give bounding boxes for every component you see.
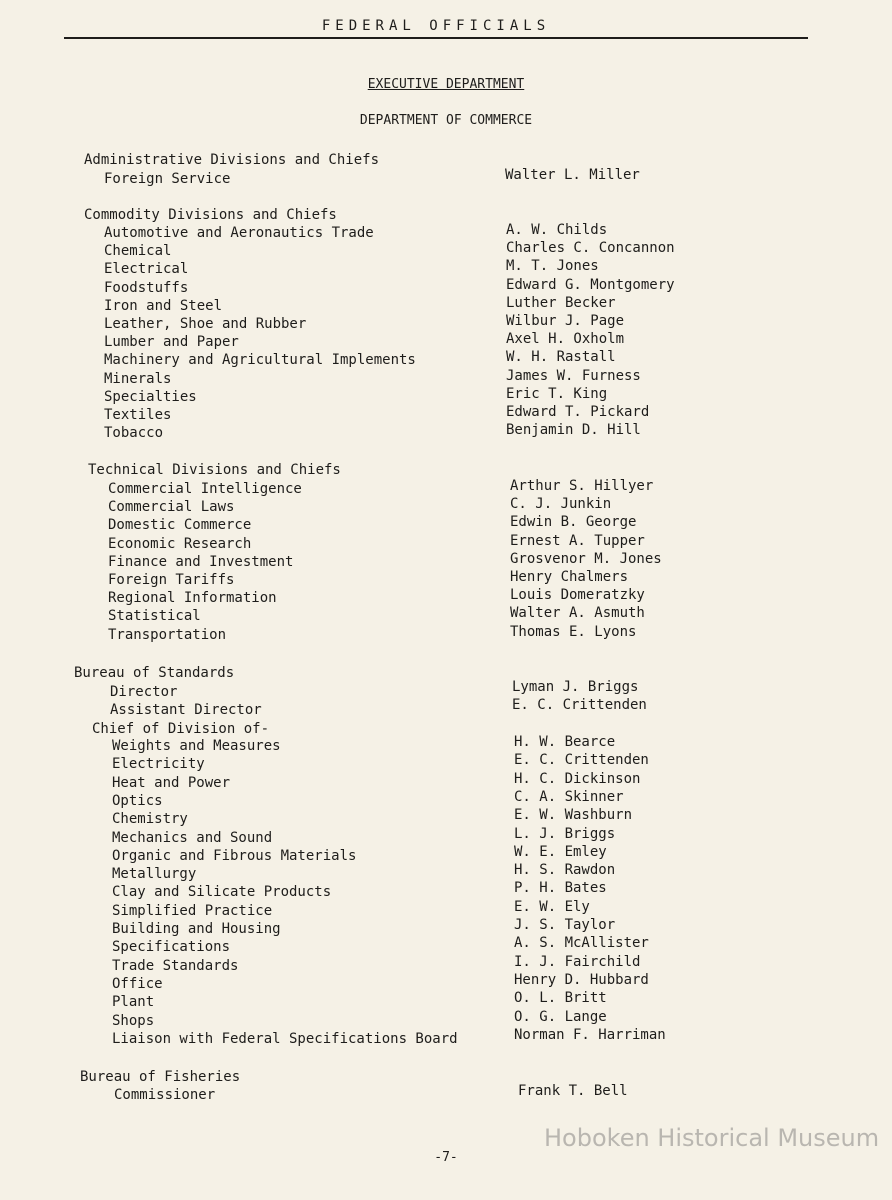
technical-heading: Technical Divisions and Chiefs xyxy=(88,462,341,478)
technical-chief-name: Grosvenor M. Jones xyxy=(510,550,662,567)
standards-division-label: Plant xyxy=(112,994,155,1011)
commodity-chief-name: Axel H. Oxholm xyxy=(506,331,625,348)
commodity-division-label: Automotive and Aeronautics Trade xyxy=(104,225,374,241)
commodity-chief-name: Wilbur J. Page xyxy=(506,313,625,329)
technical-chief-name: Walter A. Asmuth xyxy=(510,605,645,622)
administrative-chief-name: Walter L. Miller xyxy=(505,167,640,183)
commodity-division-label: Electrical xyxy=(104,261,189,278)
commodity-division-label: Tobacco xyxy=(104,425,164,442)
standards-division-label: Liaison with Federal Specifications Board xyxy=(112,1030,458,1047)
page-number: -7- xyxy=(434,1150,458,1165)
standards-director-name: Lyman J. Briggs xyxy=(512,679,639,695)
standards-chief-name: L. J. Briggs xyxy=(514,825,616,842)
commodity-chief-name: James W. Furness xyxy=(506,367,641,384)
commodity-division-label: Chemical xyxy=(104,243,172,260)
standards-division-label: Metallurgy xyxy=(112,866,197,883)
standards-division-label: Shops xyxy=(112,1012,155,1029)
standards-division-label: Optics xyxy=(112,792,163,809)
commodity-division-label: Iron and Steel xyxy=(104,297,223,314)
standards-chief-name: E. C. Crittenden xyxy=(514,752,649,769)
standards-chief-name: H. C. Dickinson xyxy=(514,770,641,787)
standards-chief-name: E. W. Ely xyxy=(514,898,590,915)
commodity-division-label: Textiles xyxy=(104,407,172,423)
standards-chief-name: O. L. Britt xyxy=(514,990,607,1007)
technical-division-label: Finance and Investment xyxy=(108,553,294,570)
technical-division-label: Foreign Tariffs xyxy=(108,572,235,588)
commodity-division-label: Foodstuffs xyxy=(104,279,189,296)
commodity-chief-name: Luther Becker xyxy=(506,294,616,311)
commodity-chief-name: Charles C. Concannon xyxy=(506,240,675,257)
technical-division-label: Commercial Intelligence xyxy=(108,481,302,497)
department-title: DEPARTMENT OF COMMERCE xyxy=(359,113,533,128)
commodity-chief-name: Benjamin D. Hill xyxy=(506,422,641,439)
standards-assistant-name: E. C. Crittenden xyxy=(512,697,647,713)
administrative-division-label: Foreign Service xyxy=(104,171,231,187)
standards-chief-name: E. W. Washburn xyxy=(514,807,633,824)
standards-chief-name: J. S. Taylor xyxy=(514,917,616,933)
commodity-division-label: Lumber and Paper xyxy=(104,334,239,351)
commodity-chief-name: W. H. Rastall xyxy=(506,349,616,366)
standards-division-label: Specifications xyxy=(112,939,231,956)
commodity-chief-name: A. W. Childs xyxy=(506,222,608,238)
technical-division-label: Economic Research xyxy=(108,535,252,552)
fisheries-commissioner-name: Frank T. Bell xyxy=(518,1083,628,1099)
commodity-division-label: Specialties xyxy=(104,388,197,405)
standards-chief-name: W. E. Emley xyxy=(514,843,607,860)
standards-chief-name: H. W. Bearce xyxy=(514,734,616,750)
standards-chief-name: I. J. Fairchild xyxy=(514,953,641,970)
technical-chief-name: Edwin B. George xyxy=(510,514,637,531)
technical-chief-name: Thomas E. Lyons xyxy=(510,623,637,640)
technical-chief-name: Louis Domeratzky xyxy=(510,587,645,604)
watermark: Hoboken Historical Museum xyxy=(544,1124,880,1152)
page-header: FEDERAL OFFICIALS xyxy=(64,18,808,39)
standards-division-label: Heat and Power xyxy=(112,774,231,791)
technical-chief-name: Arthur S. Hillyer xyxy=(510,478,654,494)
standards-chief-name: C. A. Skinner xyxy=(514,788,624,805)
standards-division-label: Clay and Silicate Products xyxy=(112,884,332,901)
commodity-division-label: Machinery and Agricultural Implements xyxy=(104,352,416,369)
standards-chief-name: P. H. Bates xyxy=(514,880,607,897)
standards-division-label: Trade Standards xyxy=(112,957,239,974)
standards-assistant-label: Assistant Director xyxy=(110,702,262,718)
commodity-division-label: Leather, Shoe and Rubber xyxy=(104,316,307,332)
fisheries-commissioner-label: Commissioner xyxy=(114,1087,216,1103)
fisheries-heading: Bureau of Fisheries xyxy=(80,1069,241,1085)
standards-chief-name: Henry D. Hubbard xyxy=(514,971,649,988)
standards-chief-name: H. S. Rawdon xyxy=(514,862,616,879)
technical-division-label: Commercial Laws xyxy=(108,499,235,516)
standards-heading: Bureau of Standards xyxy=(74,665,235,681)
standards-division-label: Simplified Practice xyxy=(112,902,273,919)
standards-division-label: Mechanics and Sound xyxy=(112,829,273,846)
standards-division-label: Electricity xyxy=(112,756,205,773)
standards-subheading: Chief of Division of- xyxy=(92,721,270,737)
commodity-heading: Commodity Divisions and Chiefs xyxy=(84,207,337,223)
commodity-chief-name: Edward G. Montgomery xyxy=(506,276,675,293)
technical-division-label: Transportation xyxy=(108,626,227,643)
standards-chief-name: Norman F. Harriman xyxy=(514,1026,666,1043)
standards-division-label: Organic and Fibrous Materials xyxy=(112,847,357,864)
standards-chief-name: O. G. Lange xyxy=(514,1008,607,1025)
commodity-chief-name: Edward T. Pickard xyxy=(506,404,650,420)
technical-chief-name: Henry Chalmers xyxy=(510,569,629,585)
standards-director-label: Director xyxy=(110,684,178,700)
standards-division-label: Weights and Measures xyxy=(112,738,281,754)
technical-division-label: Statistical xyxy=(108,608,201,625)
standards-division-label: Building and Housing xyxy=(112,921,281,937)
commodity-chief-name: Eric T. King xyxy=(506,385,608,402)
section-title: EXECUTIVE DEPARTMENT xyxy=(367,77,525,92)
commodity-division-label: Minerals xyxy=(104,370,172,387)
technical-chief-name: Ernest A. Tupper xyxy=(510,532,645,549)
technical-chief-name: C. J. Junkin xyxy=(510,496,612,513)
standards-chief-name: A. S. McAllister xyxy=(514,935,649,952)
standards-division-label: Chemistry xyxy=(112,811,188,828)
commodity-chief-name: M. T. Jones xyxy=(506,258,599,275)
technical-division-label: Regional Information xyxy=(108,590,277,607)
administrative-heading: Administrative Divisions and Chiefs xyxy=(84,152,380,168)
standards-division-label: Office xyxy=(112,975,163,992)
technical-division-label: Domestic Commerce xyxy=(108,517,252,534)
